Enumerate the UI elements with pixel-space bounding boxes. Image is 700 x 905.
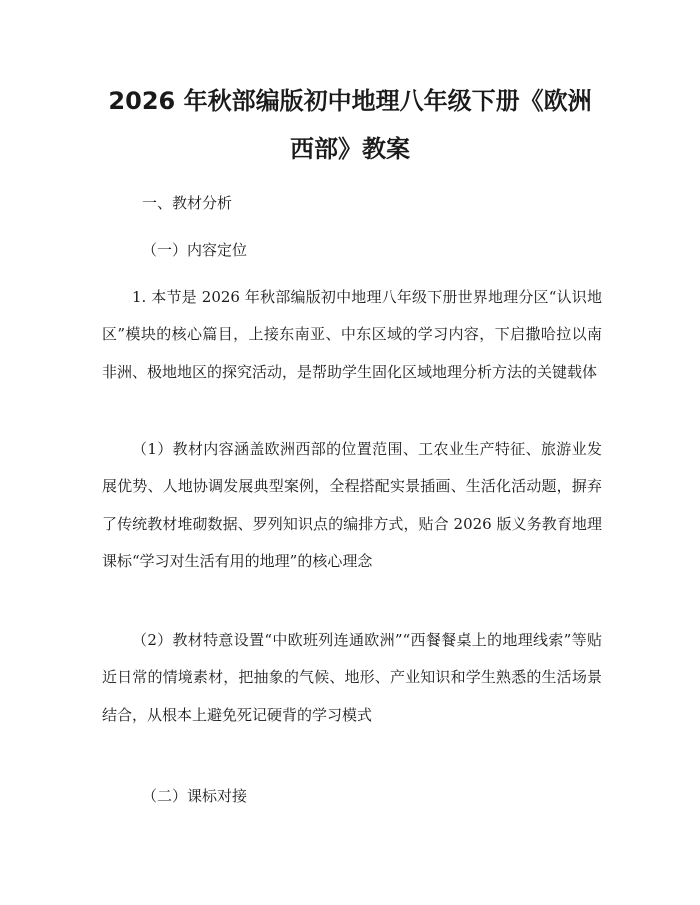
document-title-line-2: 西部》教案 xyxy=(290,135,410,163)
paragraph-3: （2）教材特意设置“中欧班列连通欧洲”“西餐餐桌上的地理线索”等贴近日常的情境素材，把抽象的气候、地形、产业知识和学生熟悉的生活场景结合，从根本上避免死记硬背的学习模式 xyxy=(102,631,602,724)
section-heading-teaching-material-analysis: 一、教材分析 xyxy=(142,194,233,212)
paragraph-2: （1）教材内容涵盖欧洲西部的位置范围、工农业生产特征、旅游业发展优势、人地协调发展典型案例，全程搭配实景插画、生活化活动题，摒弃了传统教材堆砌数据、罗列知识点的编排方式，贴合 2026 版义务教育地理课标“学习对生活有用的地理”的核心理念 xyxy=(102,440,602,571)
document-title-line-1: 2026 年秋部编版初中地理八年级下册《欧洲 xyxy=(108,87,592,115)
subsection-heading-curriculum-alignment: （二）课标对接 xyxy=(142,787,248,805)
subsection-heading-content-positioning: （一）内容定位 xyxy=(142,241,248,259)
paragraph-1: 1. 本节是 2026 年秋部编版初中地理八年级下册世界地理分区“认识地区”模块的核心篇目，上接东南亚、中东区域的学习内容，下启撒哈拉以南非洲、极地地区的探究活动，是帮助学生固化区域地理分析方法的关键载体 xyxy=(102,288,602,381)
